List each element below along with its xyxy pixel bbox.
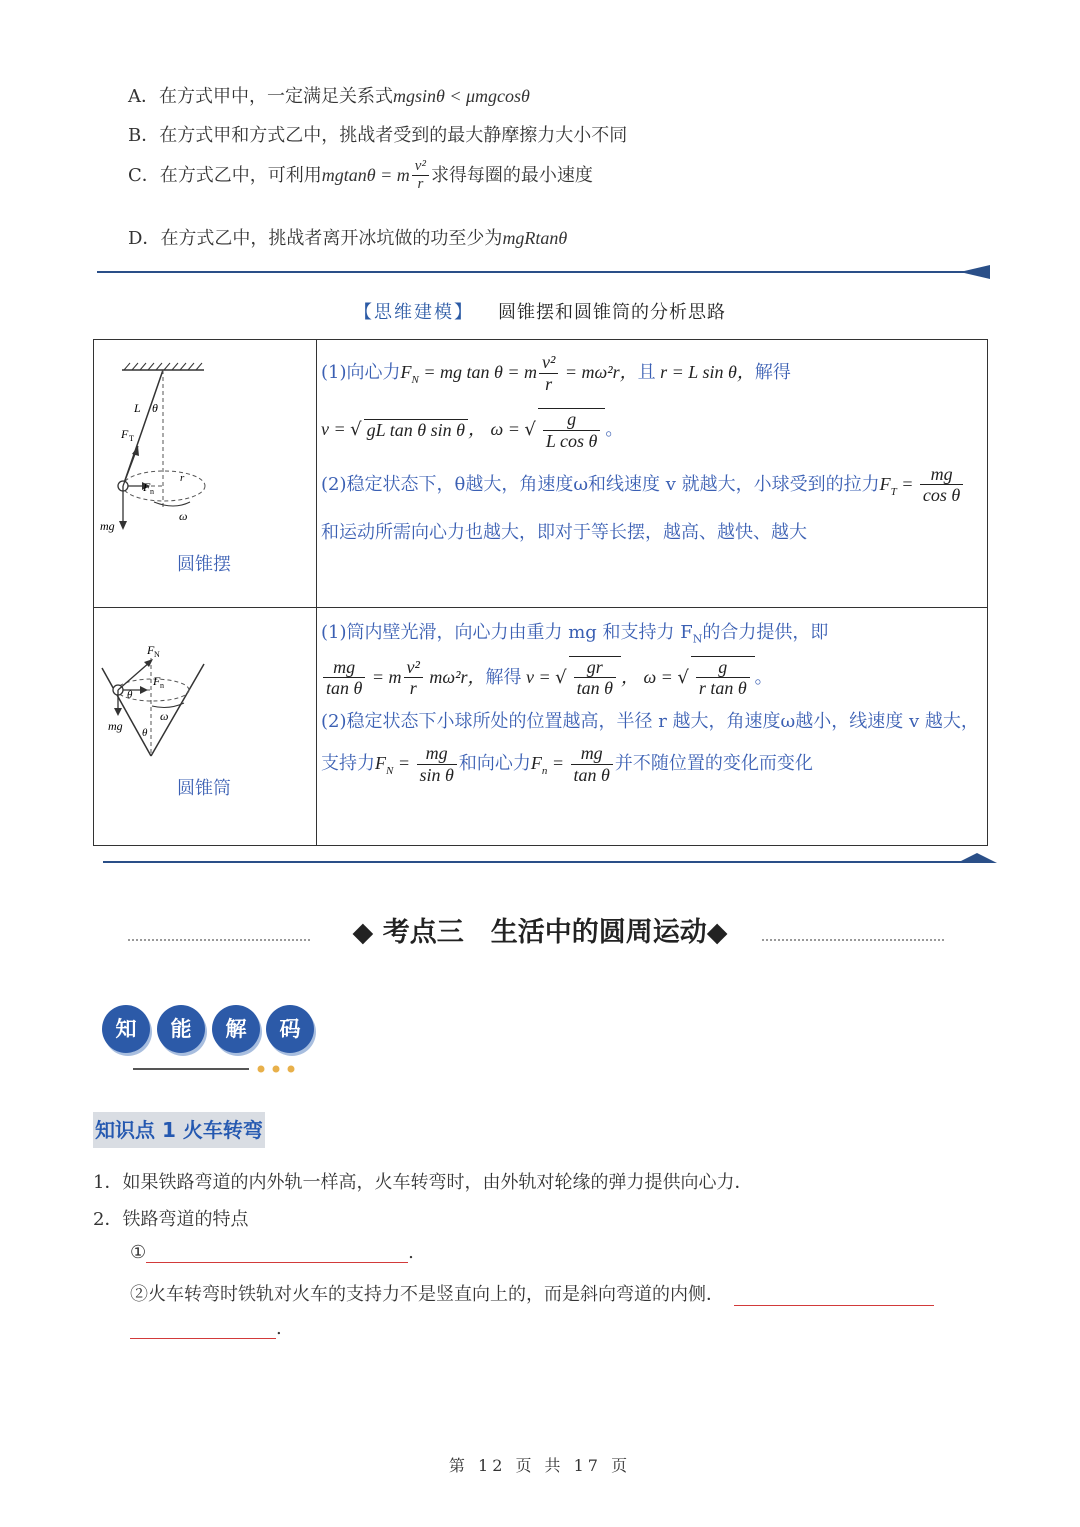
badge-ma: 码 — [266, 1005, 314, 1053]
divider-line-bottom — [103, 861, 973, 863]
cylinder-line-2: $\frac{mg}{\text{tan θ}}$ = m $\frac{\text{v²}}{r}$ mω²r，解得 v = √ $\frac{gr}{\text{tan θ}}$ ， ω = √ $\frac{g}{\text{r tan θ}}$ 。 — [321, 656, 983, 699]
knowledge-p2: 2．铁路弯道的特点 — [93, 1209, 249, 1230]
section-heading: ◆ 考点三 生活中的圆周运动◆ — [352, 917, 728, 948]
knowledge-p1: 1．如果铁路弯道的内外轨一样高，火车转弯时，由外轨对轮缘的弹力提供向心力． — [93, 1172, 753, 1193]
cylinder-line-1: (1)筒内壁光滑，向心力由重力 mg 和支持力 $F_N$的合力提供，即 — [321, 622, 829, 646]
item1-prefix: ① — [130, 1242, 147, 1263]
badge-zhi: 知 — [102, 1005, 150, 1053]
svg-text:θ: θ — [152, 401, 158, 415]
svg-text:n: n — [160, 681, 164, 690]
pendulum-line-3: (2)稳定状态下，θ越大，角速度ω和线速度 v 就越大，小球受到的拉力$F_T$ = $\frac{mg}{\text{cos θ}}$ — [321, 464, 983, 506]
knowledge-item-1 — [130, 1242, 414, 1263]
option-c-fraction: $\frac{\text{v²}}{r}$ — [412, 158, 429, 194]
svg-text:F: F — [143, 480, 151, 494]
conical-pendulum-diagram — [94, 350, 314, 580]
option-c-text2: 求得每圈的最小速度 — [430, 164, 593, 186]
conical-pendulum-figure-cell — [94, 340, 317, 608]
item2-blank-2 — [130, 1318, 276, 1339]
svg-text:n: n — [150, 487, 154, 496]
page-footer: 第 12 页 共 17 页 — [448, 1456, 632, 1475]
knowledge-item-2 — [130, 1280, 934, 1306]
badge-underline — [133, 1068, 249, 1070]
option-c-math: mgtanθ = m — [321, 164, 410, 185]
badge-neng: 能 — [157, 1005, 205, 1053]
item2-blank-1 — [734, 1285, 934, 1306]
cylinder-line-4: 支持力$F_N$ = $\frac{mg}{\text{sin θ}}$ 和向心力$F_n$ = $\frac{mg}{\text{tan θ}}$ 并不随位置的变化而变化 — [321, 742, 813, 785]
option-a-math: mgsinθ < μmgcosθ — [393, 86, 530, 106]
option-c — [128, 158, 593, 194]
svg-text:L: L — [134, 401, 141, 415]
option-a-text: 在方式甲中，一定满足关系式 — [159, 86, 393, 107]
divider-bottom-cap-icon — [957, 852, 997, 864]
conical-cylinder-caption: 圆锥筒 — [177, 778, 231, 799]
option-d-text: 在方式乙中，挑战者离开冰坑做的功至少为 — [160, 228, 503, 249]
option-b-text: 在方式甲和方式乙中，挑战者受到的最大静摩擦力大小不同 — [159, 125, 628, 146]
conical-cylinder-analysis — [317, 608, 988, 846]
option-a — [128, 82, 530, 108]
option-d — [128, 224, 567, 250]
conical-pendulum-caption: 圆锥摆 — [177, 554, 231, 575]
option-d-math: mgRtanθ — [502, 228, 568, 248]
svg-text:F: F — [121, 427, 129, 441]
model-table — [93, 339, 988, 846]
knowledge-item-2-cont — [130, 1318, 282, 1339]
pendulum-line-4: 和运动所需向心力也越大，即对于等长摆，越高、越快、越大 — [321, 522, 807, 544]
conical-pendulum-analysis — [317, 340, 988, 608]
svg-text:r: r — [180, 472, 185, 484]
model-row-conical-pendulum — [94, 340, 988, 608]
option-b — [128, 121, 627, 147]
model-row-conical-cylinder — [94, 608, 988, 846]
item2-text: ②火车转弯时铁轨对火车的支持力不是竖直向上的，而是斜向弯道的内侧． — [130, 1284, 724, 1305]
svg-text:ω: ω — [160, 709, 169, 723]
option-b-label: B． — [128, 125, 160, 146]
option-a-label: A． — [128, 86, 159, 107]
item2-end: . — [276, 1318, 282, 1339]
svg-text:T: T — [129, 434, 134, 443]
svg-text:θ: θ — [127, 689, 133, 701]
svg-text:ω: ω — [179, 509, 188, 523]
option-d-label: D． — [128, 228, 161, 249]
option-c-text: 在方式乙中，可利用 — [159, 164, 322, 186]
model-subtitle: 圆锥摆和圆锥筒的分析思路 — [498, 302, 726, 323]
svg-text:N: N — [154, 650, 160, 659]
cylinder-line-3: (2)稳定状态下小球所处的位置越高，半径 r 越大，角速度ω越小，线速度 v 越大， — [321, 710, 979, 732]
option-c-label: C． — [128, 164, 160, 186]
svg-text:mg: mg — [108, 719, 123, 733]
svg-text:F: F — [147, 643, 155, 657]
conical-cylinder-figure-cell — [94, 608, 317, 846]
item1-blank — [146, 1242, 408, 1263]
divider-line-top — [97, 271, 977, 273]
item1-end: . — [408, 1242, 414, 1263]
badge-dots-icon — [255, 1063, 299, 1075]
svg-text:θ: θ — [142, 727, 148, 739]
pendulum-line-2: v = √ gL tan θ sin θ ， ω = √ $\frac{g}{\text{L cos θ}}$ 。 — [321, 409, 624, 452]
knowledge-title: 知识点 1 火车转弯 — [93, 1112, 265, 1148]
svg-text:mg: mg — [100, 519, 115, 533]
badge-jie: 解 — [212, 1005, 260, 1053]
model-tag: 【思维建模】 — [354, 302, 474, 323]
model-title — [0, 298, 1080, 324]
svg-text:F: F — [153, 674, 161, 688]
pendulum-line-1: (1)向心力$F_N$ = mg tan θ = m $\frac{\text{v²}}{r}$ = mω²r，且 r = L sin θ，解得 — [321, 352, 791, 394]
divider-arrow-icon — [960, 264, 990, 280]
